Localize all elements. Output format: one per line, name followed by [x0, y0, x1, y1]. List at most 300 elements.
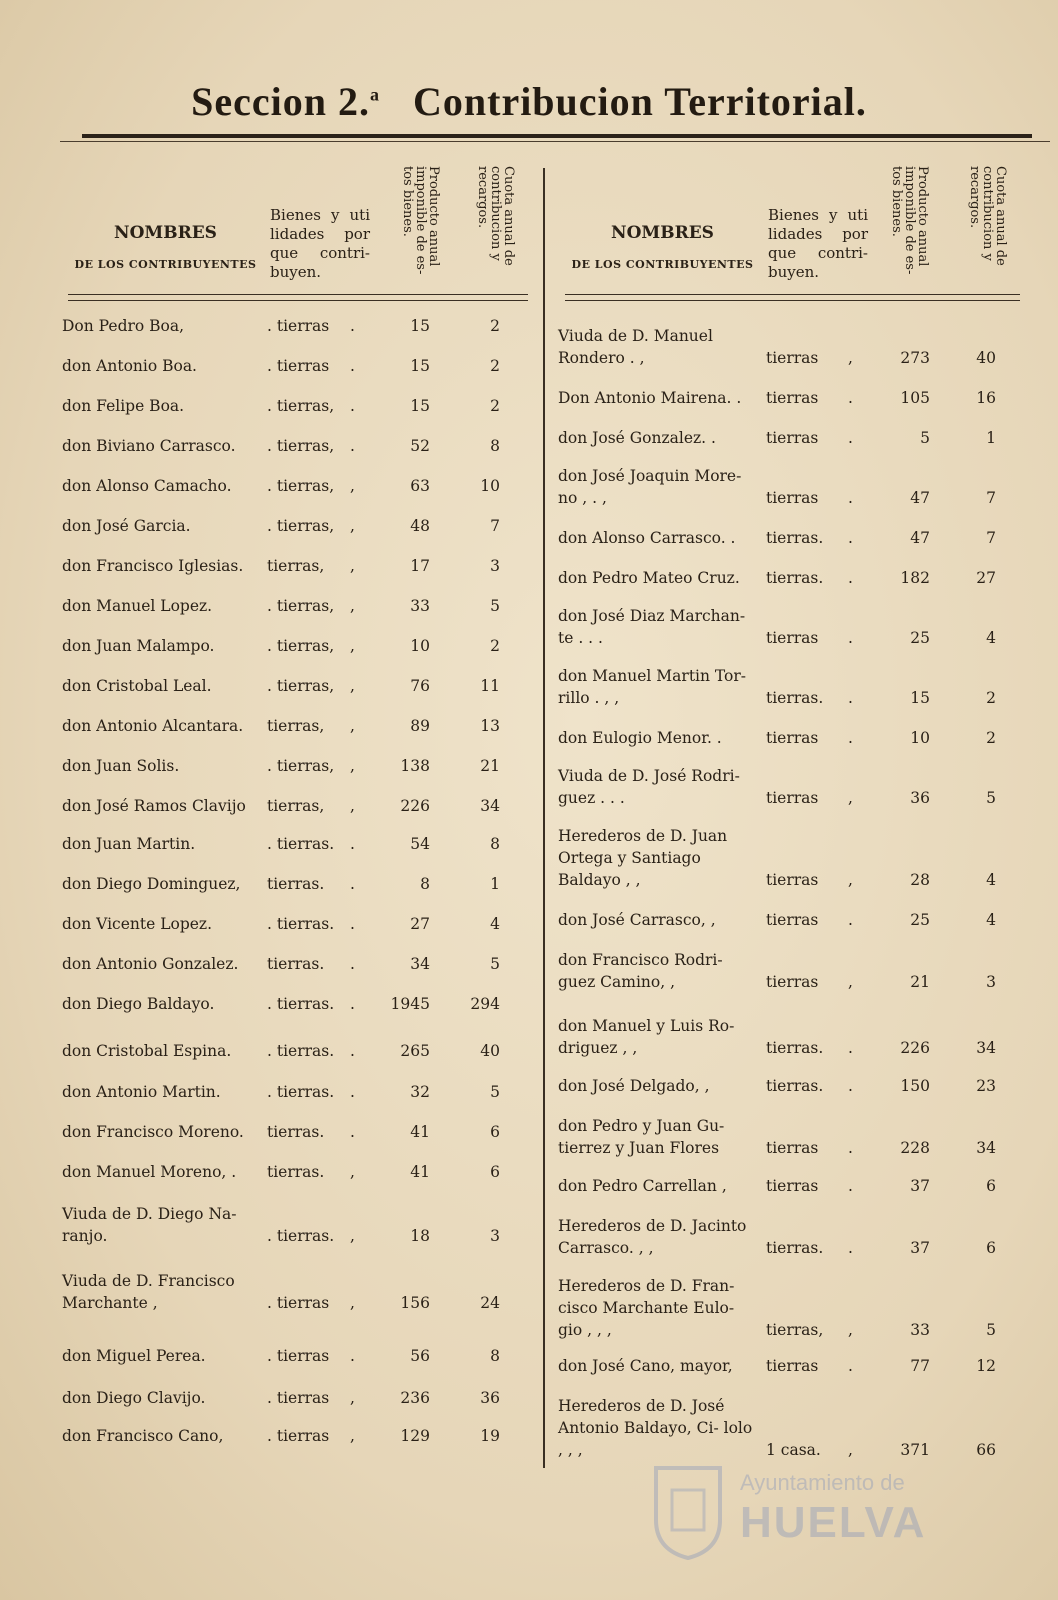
- title-superscript: a: [369, 84, 380, 105]
- leader-mark: ,: [848, 789, 853, 807]
- table-row: [558, 465, 1018, 509]
- producto-cell: 18: [410, 1227, 430, 1245]
- bienes-cell: . tierras.: [267, 915, 335, 933]
- table-row: [62, 715, 522, 737]
- table-row: [558, 325, 1018, 369]
- title-subject: Contribucion Territorial.: [412, 79, 867, 124]
- contributor-name: Herederos de D. Jacinto Carrasco. , ,: [558, 1217, 747, 1257]
- contributor-name: don Antonio Alcantara.: [62, 717, 244, 735]
- contributor-name: Viuda de D. Manuel Rondero . ,: [558, 327, 713, 367]
- table-row: [62, 1203, 522, 1247]
- cuota-cell: 6: [490, 1123, 500, 1141]
- bienes-cell: tierras: [766, 1357, 819, 1375]
- bienes-cell: tierras: [766, 1139, 819, 1157]
- cuota-cell: 40: [976, 349, 996, 367]
- producto-cell: 28: [910, 871, 930, 889]
- cuota-cell: 4: [490, 915, 500, 933]
- leader-mark: .: [848, 911, 853, 929]
- leader-mark: .: [848, 1039, 853, 1057]
- table-row: [62, 953, 522, 975]
- producto-cell: 15: [410, 397, 430, 415]
- cuota-cell: 8: [490, 437, 500, 455]
- table-row: [62, 1345, 522, 1367]
- bienes-cell: tierras: [766, 429, 819, 447]
- leader-mark: .: [350, 995, 355, 1013]
- producto-cell: 182: [900, 569, 930, 587]
- leader-mark: .: [350, 915, 355, 933]
- contributor-name: Viuda de D. José Rodri- guez . . .: [558, 767, 740, 807]
- producto-cell: 10: [410, 637, 430, 655]
- cuota-cell: 4: [986, 871, 996, 889]
- leader-mark: .: [350, 357, 355, 375]
- header-cuota: Cuota anual de contribucion y recargos.: [475, 166, 516, 266]
- contributor-name: Herederos de D. José Antonio Baldayo, Ci- lolo , , ,: [558, 1397, 753, 1459]
- contributor-name: Don Antonio Mairena. .: [558, 389, 742, 407]
- leader-mark: ,: [350, 557, 355, 575]
- producto-cell: 15: [410, 317, 430, 335]
- producto-cell: 236: [400, 1389, 430, 1407]
- header-bienes: Bienes y uti lidades por que contri- buyen.: [270, 206, 370, 281]
- table-row: [62, 1270, 522, 1314]
- leader-mark: .: [848, 1139, 853, 1157]
- cuota-cell: 19: [480, 1427, 500, 1445]
- title-rule: [82, 134, 1032, 138]
- table-row: [62, 795, 522, 817]
- leader-mark: ,: [848, 871, 853, 889]
- contributor-name: don Pedro Mateo Cruz.: [558, 569, 740, 587]
- cuota-cell: 2: [490, 637, 500, 655]
- contributor-name: don Diego Clavijo.: [62, 1389, 206, 1407]
- bienes-cell: tierras.: [766, 529, 824, 547]
- bienes-cell: . tierras,: [267, 517, 335, 535]
- contributor-name: don Pedro Carrellan ,: [558, 1177, 727, 1195]
- cuota-cell: 2: [490, 357, 500, 375]
- table-row: [62, 435, 522, 457]
- bienes-cell: tierras: [766, 789, 819, 807]
- bienes-cell: tierras: [766, 389, 819, 407]
- producto-cell: 15: [410, 357, 430, 375]
- cuota-cell: 2: [986, 729, 996, 747]
- table-row: [558, 727, 1018, 749]
- producto-cell: 33: [910, 1321, 930, 1339]
- contributor-name: don Francisco Cano,: [62, 1427, 224, 1445]
- cuota-cell: 12: [976, 1357, 996, 1375]
- leader-mark: ,: [350, 797, 355, 815]
- table-row: [558, 1115, 1018, 1159]
- bienes-cell: tierras.: [267, 1163, 325, 1181]
- table-row: [62, 1425, 522, 1447]
- bienes-cell: . tierras,: [267, 637, 335, 655]
- producto-cell: 52: [410, 437, 430, 455]
- producto-cell: 77: [910, 1357, 930, 1375]
- leader-mark: .: [350, 1123, 355, 1141]
- bienes-cell: tierras.: [766, 689, 824, 707]
- bienes-cell: . tierras: [267, 1389, 330, 1407]
- bienes-cell: . tierras,: [267, 677, 335, 695]
- table-row: [558, 427, 1018, 449]
- cuota-cell: 36: [480, 1389, 500, 1407]
- cuota-cell: 5: [490, 1083, 500, 1101]
- header-bienes: Bienes y uti lidades por que contri- buyen.: [768, 206, 868, 281]
- contributor-name: don Pedro y Juan Gu- tierrez y Juan Flores: [558, 1117, 725, 1157]
- table-row: [62, 755, 522, 777]
- bienes-cell: . tierras: [267, 1427, 330, 1445]
- table-row: [62, 635, 522, 657]
- table-row: [62, 355, 522, 377]
- leader-mark: ,: [350, 1427, 355, 1445]
- leader-mark: .: [848, 1239, 853, 1257]
- cuota-cell: 5: [986, 1321, 996, 1339]
- cuota-cell: 2: [490, 397, 500, 415]
- header-rule-lower: [68, 300, 528, 301]
- cuota-cell: 7: [490, 517, 500, 535]
- table-row: [62, 315, 522, 337]
- table-row: [62, 993, 522, 1015]
- table-row: [558, 1275, 1018, 1341]
- cuota-cell: 34: [976, 1139, 996, 1157]
- cuota-cell: 6: [986, 1239, 996, 1257]
- bienes-cell: tierras.: [766, 1077, 824, 1095]
- cuota-cell: 23: [976, 1077, 996, 1095]
- leader-mark: .: [350, 397, 355, 415]
- contributor-name: don Juan Malampo.: [62, 637, 215, 655]
- producto-cell: 33: [410, 597, 430, 615]
- coat-of-arms-icon: [650, 1460, 726, 1560]
- leader-mark: ,: [350, 477, 355, 495]
- contributor-name: Herederos de D. Fran- cisco Marchante Eulo- gio , , ,: [558, 1277, 735, 1339]
- table-row: [62, 1121, 522, 1143]
- table-row: [62, 475, 522, 497]
- contributor-name: don Francisco Moreno.: [62, 1123, 244, 1141]
- leader-mark: .: [848, 489, 853, 507]
- leader-mark: .: [350, 1042, 355, 1060]
- producto-cell: 138: [400, 757, 430, 775]
- header-names: [68, 166, 263, 271]
- table-row: [62, 515, 522, 537]
- bienes-cell: . tierras: [267, 1347, 330, 1365]
- table-row: [62, 833, 522, 855]
- cuota-cell: 5: [986, 789, 996, 807]
- cuota-cell: 21: [480, 757, 500, 775]
- cuota-cell: 8: [490, 835, 500, 853]
- leader-mark: .: [350, 1083, 355, 1101]
- cuota-cell: 10: [480, 477, 500, 495]
- contributor-name: don Felipe Boa.: [62, 397, 185, 415]
- cuota-cell: 2: [986, 689, 996, 707]
- bienes-cell: . tierras,: [267, 437, 335, 455]
- leader-mark: ,: [848, 349, 853, 367]
- watermark-line1: Ayuntamiento de: [740, 1470, 905, 1495]
- contributor-name: don Manuel Martin Tor- rillo . , ,: [558, 667, 747, 707]
- leader-mark: .: [350, 1347, 355, 1365]
- leader-mark: ,: [350, 1163, 355, 1181]
- bienes-cell: . tierras: [267, 357, 330, 375]
- cuota-cell: 294: [470, 995, 500, 1013]
- table-row: [558, 665, 1018, 709]
- contributor-name: don José Gonzalez. .: [558, 429, 716, 447]
- contributor-name: don Juan Solis.: [62, 757, 180, 775]
- leader-mark: .: [350, 835, 355, 853]
- bienes-cell: tierras,: [267, 557, 325, 575]
- cuota-cell: 6: [490, 1163, 500, 1181]
- header-rule: [565, 294, 1020, 295]
- cuota-cell: 66: [976, 1441, 996, 1459]
- table-row: [62, 1081, 522, 1103]
- table-row: [558, 1015, 1018, 1059]
- leader-mark: ,: [848, 973, 853, 991]
- contributor-name: Viuda de D. Diego Na- ranjo.: [62, 1205, 237, 1245]
- header-producto: Producto anual imponible de es- tos bienes.: [889, 166, 930, 275]
- leader-mark: .: [848, 1177, 853, 1195]
- producto-cell: 150: [900, 1077, 930, 1095]
- contributor-name: Herederos de D. Juan Ortega y Santiago Baldayo , ,: [558, 827, 728, 889]
- bienes-cell: 1 casa.: [766, 1441, 821, 1459]
- header-rule: [68, 294, 528, 295]
- producto-cell: 129: [400, 1427, 430, 1445]
- leader-mark: .: [848, 729, 853, 747]
- header-nombres: NOMBRES: [114, 223, 217, 243]
- cuota-cell: 3: [986, 973, 996, 991]
- leader-mark: .: [848, 569, 853, 587]
- cuota-cell: 3: [490, 1227, 500, 1245]
- producto-cell: 156: [400, 1294, 430, 1312]
- table-row: [558, 949, 1018, 993]
- contributor-name: don Vicente Lopez.: [62, 915, 213, 933]
- contributor-name: don Manuel Lopez.: [62, 597, 213, 615]
- producto-cell: 41: [410, 1123, 430, 1141]
- leader-mark: .: [848, 629, 853, 647]
- contributor-name: don José Garcia.: [62, 517, 191, 535]
- title-section: Seccion 2.: [191, 79, 370, 124]
- bienes-cell: tierras: [766, 1177, 819, 1195]
- producto-cell: 226: [900, 1039, 930, 1057]
- table-row: [62, 555, 522, 577]
- table-row: [558, 1075, 1018, 1097]
- leader-mark: ,: [350, 757, 355, 775]
- producto-cell: 17: [410, 557, 430, 575]
- table-row: [62, 1161, 522, 1183]
- table-row: [558, 527, 1018, 549]
- contributor-name: don Juan Martin.: [62, 835, 196, 853]
- cuota-cell: 1: [986, 429, 996, 447]
- header-names: [565, 166, 760, 271]
- producto-cell: 25: [910, 911, 930, 929]
- leader-mark: .: [848, 1357, 853, 1375]
- bienes-cell: tierras: [766, 489, 819, 507]
- table-row: [558, 567, 1018, 589]
- table-row: [62, 873, 522, 895]
- cuota-cell: 40: [480, 1042, 500, 1060]
- producto-cell: 5: [920, 429, 930, 447]
- leader-mark: ,: [350, 1294, 355, 1312]
- producto-cell: 48: [410, 517, 430, 535]
- contributor-name: don Manuel Moreno, .: [62, 1163, 237, 1181]
- producto-cell: 34: [410, 955, 430, 973]
- leader-mark: .: [848, 1077, 853, 1095]
- cuota-cell: 4: [986, 629, 996, 647]
- bienes-cell: tierras.: [267, 1123, 325, 1141]
- bienes-cell: tierras,: [267, 797, 325, 815]
- bienes-cell: . tierras.: [267, 835, 335, 853]
- leader-mark: .: [350, 955, 355, 973]
- leader-mark: ,: [350, 637, 355, 655]
- producto-cell: 105: [900, 389, 930, 407]
- bienes-cell: tierras,: [766, 1321, 824, 1339]
- contributor-name: Viuda de D. Francisco Marchante ,: [62, 1272, 235, 1312]
- table-row: [62, 675, 522, 697]
- cuota-cell: 16: [976, 389, 996, 407]
- leader-mark: .: [350, 317, 355, 335]
- contributor-name: don Diego Dominguez,: [62, 875, 241, 893]
- producto-cell: 8: [420, 875, 430, 893]
- leader-mark: ,: [350, 1389, 355, 1407]
- contributor-name: don Diego Baldayo.: [62, 995, 215, 1013]
- cuota-cell: 4: [986, 911, 996, 929]
- table-row: [558, 1175, 1018, 1197]
- contributor-name: don José Delgado, ,: [558, 1077, 710, 1095]
- producto-cell: 265: [400, 1042, 430, 1060]
- contributor-name: don José Ramos Clavijo: [62, 797, 246, 815]
- leader-mark: .: [848, 689, 853, 707]
- table-row: [62, 1387, 522, 1409]
- column-divider: [543, 168, 545, 1468]
- leader-mark: ,: [350, 677, 355, 695]
- producto-cell: 89: [410, 717, 430, 735]
- cuota-cell: 34: [976, 1039, 996, 1057]
- leader-mark: ,: [350, 717, 355, 735]
- table-row: [558, 825, 1018, 891]
- page-title: [0, 78, 1058, 125]
- bienes-cell: tierras.: [267, 955, 325, 973]
- contributor-name: don Alonso Carrasco. .: [558, 529, 736, 547]
- contributor-name: don Biviano Carrasco.: [62, 437, 236, 455]
- contributor-name: don Francisco Rodri- guez Camino, ,: [558, 951, 723, 991]
- leader-mark: ,: [350, 597, 355, 615]
- bienes-cell: . tierras,: [267, 477, 335, 495]
- table-row: [558, 765, 1018, 809]
- leader-mark: ,: [848, 1321, 853, 1339]
- header-producto: Producto anual imponible de es- tos bienes.: [400, 166, 441, 275]
- producto-cell: 76: [410, 677, 430, 695]
- bienes-cell: . tierras: [267, 1294, 330, 1312]
- cuota-cell: 5: [490, 597, 500, 615]
- producto-cell: 273: [900, 349, 930, 367]
- table-row: [558, 387, 1018, 409]
- producto-cell: 32: [410, 1083, 430, 1101]
- header-nombres: NOMBRES: [611, 223, 714, 243]
- bienes-cell: tierras: [766, 629, 819, 647]
- leader-mark: .: [848, 429, 853, 447]
- title-rule-thin: [60, 141, 1050, 142]
- table-row: [558, 605, 1018, 649]
- producto-cell: 21: [910, 973, 930, 991]
- bienes-cell: tierras: [766, 871, 819, 889]
- producto-cell: 37: [910, 1177, 930, 1195]
- cuota-cell: 7: [986, 489, 996, 507]
- producto-cell: 47: [910, 529, 930, 547]
- producto-cell: 54: [410, 835, 430, 853]
- cuota-cell: 13: [480, 717, 500, 735]
- table-row: [62, 595, 522, 617]
- contributor-name: don Antonio Boa.: [62, 357, 197, 375]
- contributor-name: don José Diaz Marchan- te . . .: [558, 607, 746, 647]
- table-row: [62, 395, 522, 417]
- bienes-cell: tierras: [766, 349, 819, 367]
- contributor-name: don José Carrasco, ,: [558, 911, 716, 929]
- watermark-line2: HUELVA: [740, 1498, 927, 1547]
- contributor-name: don Antonio Gonzalez.: [62, 955, 239, 973]
- cuota-cell: 7: [986, 529, 996, 547]
- producto-cell: 1945: [390, 995, 430, 1013]
- left-table-header: [68, 166, 538, 306]
- producto-cell: 27: [410, 915, 430, 933]
- leader-mark: .: [848, 529, 853, 547]
- producto-cell: 37: [910, 1239, 930, 1257]
- leader-mark: ,: [350, 517, 355, 535]
- bienes-cell: . tierras.: [267, 1042, 335, 1060]
- bienes-cell: . tierras.: [267, 1083, 335, 1101]
- cuota-cell: 6: [986, 1177, 996, 1195]
- table-row: [558, 909, 1018, 931]
- bienes-cell: tierras: [766, 729, 819, 747]
- bienes-cell: . tierras.: [267, 995, 335, 1013]
- producto-cell: 228: [900, 1139, 930, 1157]
- table-row: [558, 1215, 1018, 1259]
- producto-cell: 226: [400, 797, 430, 815]
- header-rule-lower: [565, 300, 1020, 301]
- contributor-name: don Cristobal Leal.: [62, 677, 212, 695]
- watermark: [640, 1470, 1020, 1560]
- contributor-name: don Manuel y Luis Ro- driguez , ,: [558, 1017, 735, 1057]
- cuota-cell: 8: [490, 1347, 500, 1365]
- producto-cell: 25: [910, 629, 930, 647]
- bienes-cell: tierras.: [766, 569, 824, 587]
- bienes-cell: . tierras,: [267, 597, 335, 615]
- contributor-name: don Alonso Camacho.: [62, 477, 232, 495]
- cuota-cell: 1: [490, 875, 500, 893]
- table-row: [558, 1355, 1018, 1377]
- producto-cell: 10: [910, 729, 930, 747]
- header-de-los-contribuyentes: DE LOS CONTRIBUYENTES: [74, 258, 257, 271]
- bienes-cell: tierras.: [766, 1239, 824, 1257]
- table-row: [62, 913, 522, 935]
- bienes-cell: tierras: [766, 911, 819, 929]
- header-de-los-contribuyentes: DE LOS CONTRIBUYENTES: [571, 258, 754, 271]
- bienes-cell: tierras: [766, 973, 819, 991]
- producto-cell: 56: [410, 1347, 430, 1365]
- producto-cell: 47: [910, 489, 930, 507]
- cuota-cell: 24: [480, 1294, 500, 1312]
- contributor-name: don Eulogio Menor. .: [558, 729, 722, 747]
- cuota-cell: 27: [976, 569, 996, 587]
- contributor-name: don José Cano, mayor,: [558, 1357, 733, 1375]
- leader-mark: .: [350, 437, 355, 455]
- cuota-cell: 34: [480, 797, 500, 815]
- contributor-name: don Francisco Iglesias.: [62, 557, 244, 575]
- leader-mark: ,: [848, 1441, 853, 1459]
- producto-cell: 36: [910, 789, 930, 807]
- bienes-cell: . tierras,: [267, 757, 335, 775]
- bienes-cell: tierras.: [267, 875, 325, 893]
- contributor-name: don Miguel Perea.: [62, 1347, 206, 1365]
- producto-cell: 63: [410, 477, 430, 495]
- cuota-cell: 5: [490, 955, 500, 973]
- leader-mark: ,: [350, 1227, 355, 1245]
- cuota-cell: 11: [480, 677, 500, 695]
- producto-cell: 41: [410, 1163, 430, 1181]
- bienes-cell: tierras,: [267, 717, 325, 735]
- header-cuota: Cuota anual de contribucion y recargos.: [967, 166, 1008, 266]
